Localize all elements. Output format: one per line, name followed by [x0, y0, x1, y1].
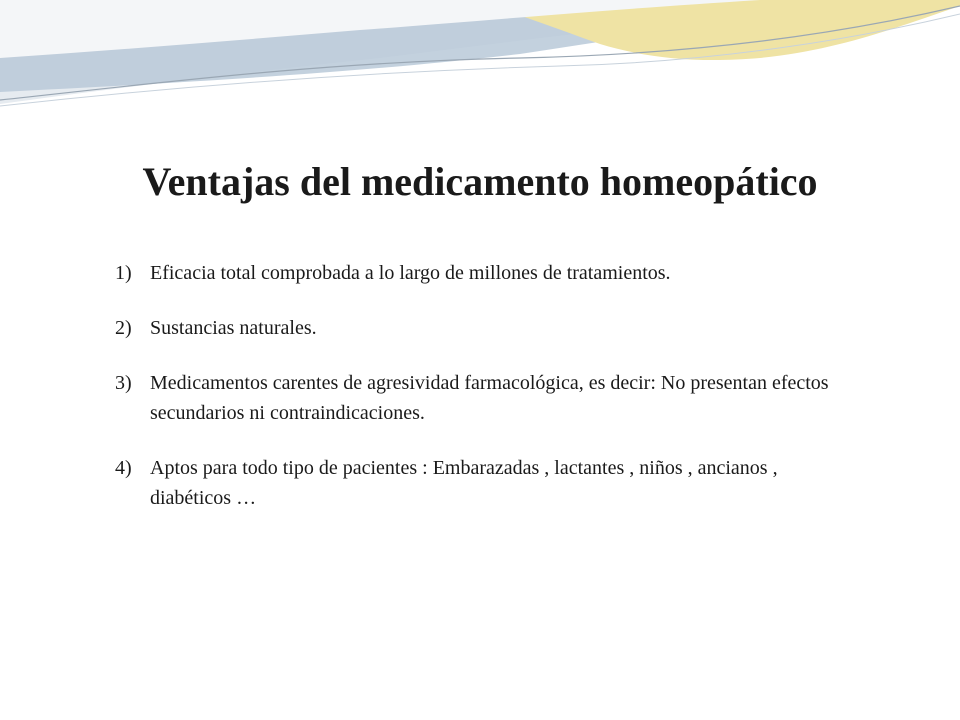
- list-item-text: Eficacia total comprobada a lo largo de millones de tratamientos.: [150, 262, 671, 284]
- advantages-list: [115, 258, 835, 538]
- list-item: [115, 313, 835, 343]
- list-item-number: 3): [115, 372, 132, 394]
- list-item: [115, 453, 835, 513]
- header-wave-decoration: [0, 0, 960, 120]
- list-item-number: 1): [115, 262, 132, 284]
- list-item: [115, 258, 835, 288]
- list-item-text: Sustancias naturales.: [150, 317, 317, 339]
- list-item-text: Aptos para todo tipo de pacientes : Embarazadas , lactantes , niños , ancianos , diabéticos …: [150, 457, 778, 509]
- list-item: [115, 368, 835, 428]
- list-item-text: Medicamentos carentes de agresividad farmacológica, es decir: No presentan efectos secundarios ni contraindicaciones.: [150, 372, 829, 424]
- list-item-number: 4): [115, 457, 132, 479]
- slide-title: Ventajas del medicamento homeopático: [142, 159, 818, 204]
- list-item-number: 2): [115, 317, 132, 339]
